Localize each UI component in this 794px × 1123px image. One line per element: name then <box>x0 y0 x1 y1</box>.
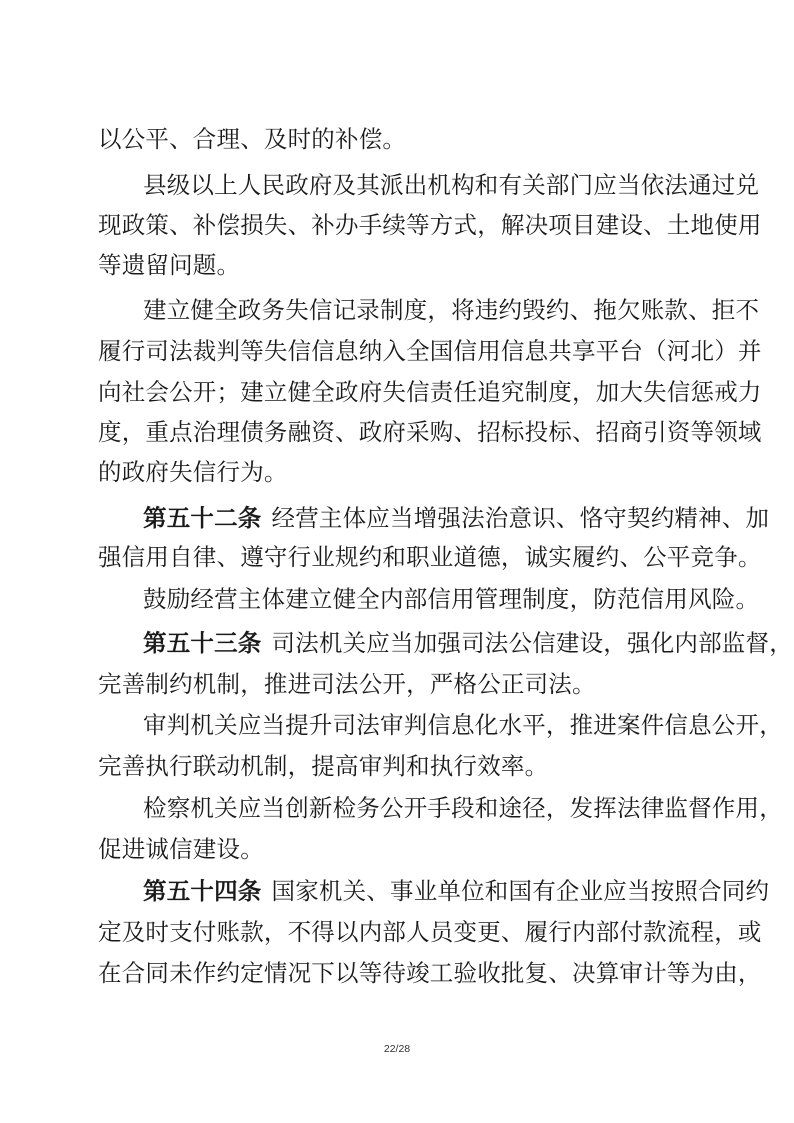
article-heading: 第五十二条 <box>143 504 262 532</box>
paragraph-line: 检察机关应当创新检务公开手段和途径，发挥法律监督作用， <box>143 794 783 822</box>
article-53-line <box>143 628 793 658</box>
text-line: 促进诚信建设。 <box>98 835 264 863</box>
text-line: 强信用自律、遵守行业规约和职业道德，诚实履约、公平竞争。 <box>98 543 762 571</box>
paragraph-line: 建立健全政务失信记录制度，将违约毁约、拖欠账款、拒不 <box>143 296 760 324</box>
text-line: 完善制约机制，推进司法公开，严格公正司法。 <box>98 670 596 698</box>
text-line: 在合同未作约定情况下以等待竣工验收批复、决算审计等为由， <box>98 959 762 987</box>
page-number: 22/28 <box>383 1043 411 1055</box>
text-line: 度，重点治理债务融资、政府采购、招标投标、招商引资等领域 <box>98 418 762 446</box>
text-line: 现政策、补偿损失、补办手续等方式，解决项目建设、土地使用 <box>98 211 762 239</box>
article-52-line <box>143 503 770 533</box>
paragraph-line: 县级以上人民政府及其派出机构和有关部门应当依法通过兑 <box>143 171 760 199</box>
text-line: 的政府失信行为。 <box>98 458 288 486</box>
article-text: 经营主体应当增强法治意识、恪守契约精神、加 <box>271 504 770 532</box>
paragraph-line: 鼓励经营主体建立健全内部信用管理制度，防范信用风险。 <box>143 585 760 613</box>
article-heading: 第五十四条 <box>143 877 262 905</box>
article-heading: 第五十三条 <box>143 629 262 657</box>
text-line: 向社会公开；建立健全政府失信责任追究制度，加大失信惩戒力 <box>98 378 762 406</box>
article-text: 国家机关、事业单位和国有企业应当按照合同约 <box>271 877 770 905</box>
text-line: 定及时支付账款，不得以内部人员变更、履行内部付款流程，或 <box>98 918 762 946</box>
article-54-line <box>143 876 770 906</box>
text-line: 以公平、合理、及时的补偿。 <box>98 125 407 153</box>
text-line: 等遗留问题。 <box>98 251 241 279</box>
article-text: 司法机关应当加强司法公信建设，强化内部监督， <box>271 629 793 657</box>
text-line: 履行司法裁判等失信信息纳入全国信用信息共享平台（河北）并 <box>98 337 762 365</box>
paragraph-line: 审判机关应当提升司法审判信息化水平，推进案件信息公开， <box>143 711 783 739</box>
text-line: 完善执行联动机制，提高审判和执行效率。 <box>98 752 549 780</box>
